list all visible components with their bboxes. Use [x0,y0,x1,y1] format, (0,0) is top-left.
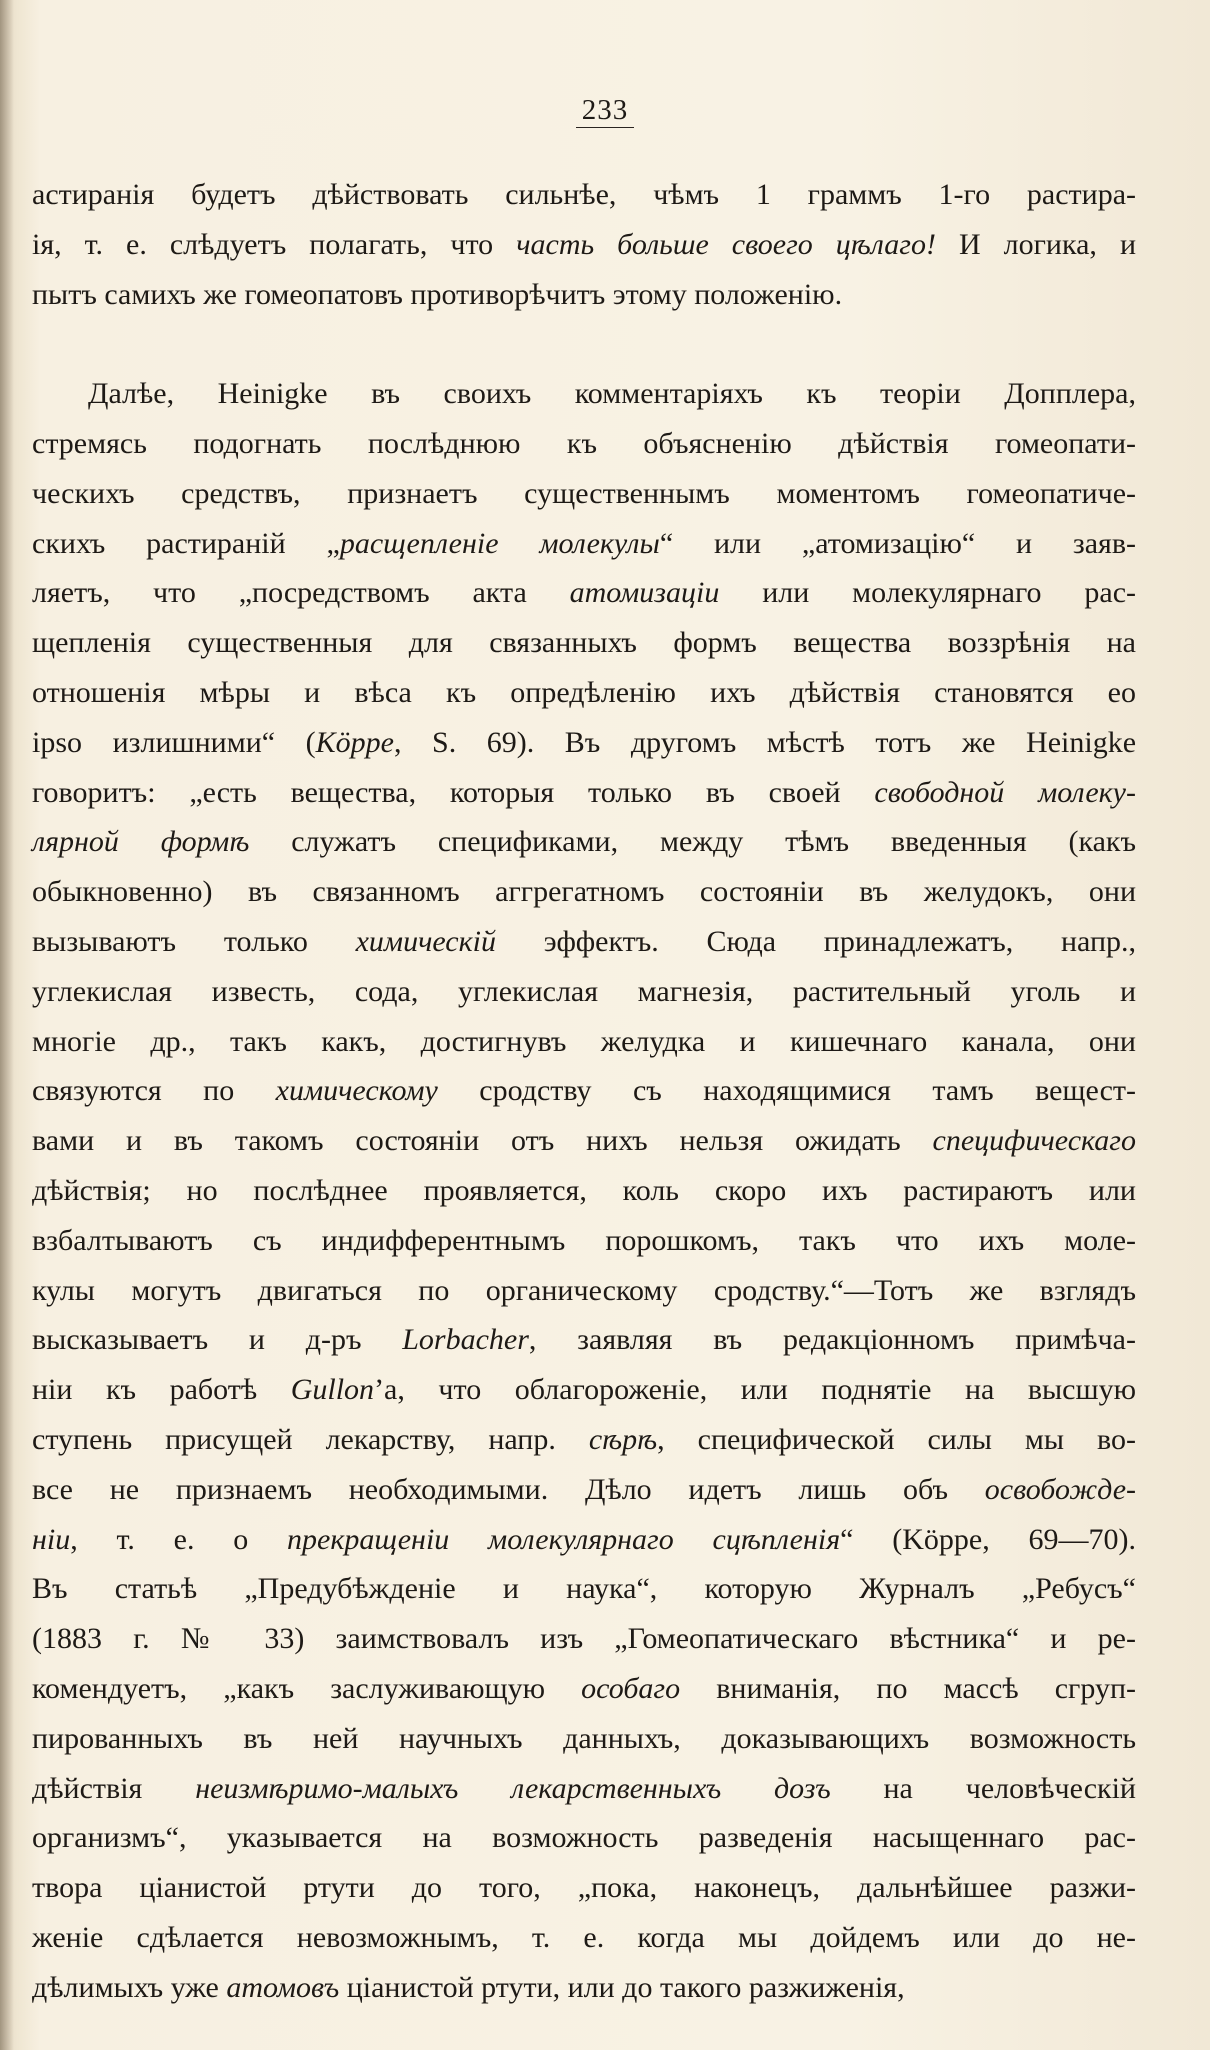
text-line [32,1913,1136,1963]
italic-run: специфическаго [932,1124,1136,1158]
text-run: Далѣе, Heinigke въ своихъ комментаріяхъ къ теоріи Допплера, [88,377,1136,411]
text-run: дѣйствія; но послѣднее проявляется, коль скоро ихъ растираютъ или [32,1173,1136,1207]
text-line [32,1365,1136,1415]
italic-run: освобожде- [984,1472,1136,1506]
text-run: сродству съ находящимися тамъ вещест- [437,1074,1136,1108]
text-line [32,270,1136,320]
italic-run: особаго [581,1671,681,1705]
text-run: , S. 69). Въ другомъ мѣстѣ тотъ же Heinigke [393,725,1137,759]
text-run: организмъ“, указывается на возможность разведенія насыщеннаго рас- [32,1821,1136,1855]
italic-run: Lorbacher [402,1323,529,1357]
page-number-text: 233 [576,94,635,128]
text-line [32,220,1136,270]
italic-run: лярной формѣ [32,825,250,859]
text-run: ’а, что облагороженіе, или поднятіе на высшую [374,1373,1136,1407]
italic-run: прекращеніи молекулярнаго сцѣпленія [287,1522,841,1556]
text-run: Въ статьѣ „Предубѣжденіе и наука“, которую Журналъ „Ребусъ“ [32,1572,1136,1606]
text-line [32,867,1136,917]
italic-run: часть больше своего цѣлаго! [516,227,936,261]
text-run: скихъ растираній „ [32,526,340,560]
italic-run: атомизаціи [569,576,720,610]
text-line [32,1664,1136,1714]
text-line [32,768,1136,818]
text-line [32,1266,1136,1316]
text-run: , т. е. о [70,1522,287,1556]
text-run: стремясь подогнать послѣднюю къ объясненію дѣйствія гомеопати- [32,426,1136,460]
text-run: “ или „атомизацію“ и заяв- [659,526,1137,560]
text-run: ціанистой ртути, или до такого разжиженія, [339,1970,905,2004]
text-run: дѣйствія [32,1771,196,1805]
text-run: ляетъ, что „посредствомъ акта [32,576,570,610]
text-line [32,469,1136,519]
text-line [32,170,1136,220]
text-line [32,718,1136,768]
text-run: все не признаемъ необходимыми. Дѣло идетъ лишь объ [32,1472,985,1506]
text-run: ступень присущей лекарству, напр. [32,1422,589,1456]
text-line [32,1515,1136,1565]
text-run: говоритъ: „есть вещества, которыя только въ своей [32,775,875,809]
text-run: или молекулярнаго рас- [719,576,1136,610]
text-line [32,917,1136,967]
italic-run: сѣрѣ [588,1422,658,1456]
text-line [32,1415,1136,1465]
text-run: ipso излишними“ ( [32,725,316,759]
text-line [32,668,1136,718]
text-run: астиранія будетъ дѣйствовать сильнѣе, чѣмъ 1 граммъ 1-го растира- [32,178,1136,211]
text-run: связуются по [32,1074,276,1108]
text-line [32,1315,1136,1365]
text-run: женіе сдѣлается невозможнымъ, т. е. когда мы дойдемъ или до не- [32,1920,1136,1954]
text-run: пированныхъ въ ней научныхъ данныхъ, доказывающихъ возможность [32,1721,1136,1755]
text-line [32,369,1136,419]
text-run: твора ціанистой ртути до того, „пока, наконецъ, дальнѣйшее разжи- [32,1871,1136,1905]
italic-run: Gullon [290,1373,375,1407]
text-line [32,419,1136,469]
text-line [32,519,1136,569]
text-run: служатъ спецификами, между тѣмъ введенныя (какъ [249,825,1136,859]
italic-run: расщепленіе молекулы [339,526,660,560]
text-line [32,1813,1136,1863]
text-run: щепленія существенныя для связанныхъ формъ вещества воззрѣнія на [32,626,1136,660]
text-run: И логика, и [935,227,1136,261]
binding-shadow [0,0,14,2050]
text-run: многіе др., такъ какъ, достигнувъ желудка и кишечнаго канала, они [32,1024,1136,1058]
text-line [32,1465,1136,1515]
text-run: , специфической силы мы во- [657,1422,1136,1456]
text-line [32,1166,1136,1216]
text-run: взбалтываютъ съ индифферентнымъ порошкомъ, такъ что ихъ моле- [32,1223,1136,1257]
text-run: кулы могутъ двигаться по органическому сродству.“—Тотъ же взглядъ [32,1273,1136,1307]
text-run: вами и въ такомъ состояніи отъ нихъ нельзя ожидать [32,1124,933,1158]
text-line [32,1564,1136,1614]
text-run: углекислая известь, сода, углекислая магнезія, растительный уголь и [32,974,1136,1008]
text-run: комендуетъ, „какъ заслуживающую [32,1671,582,1705]
text-run: обыкновенно) въ связанномъ аггрегатномъ состояніи въ желудокъ, они [32,875,1136,909]
paragraph [32,170,1136,319]
text-run: ческихъ средствъ, признаетъ существеннымъ моментомъ гомеопатиче- [32,476,1136,510]
text-run: эффектъ. Сюда принадлежатъ, напр., [496,924,1136,958]
text-line [32,618,1136,668]
text-run: дѣлимыхъ уже [32,1970,227,2004]
text-run: , заявляя въ редакціонномъ примѣча- [528,1323,1136,1357]
text-run: “ (Köppe, 69—70). [840,1522,1137,1556]
text-run: на человѣческій [830,1771,1136,1805]
text-run: вызываютъ только [32,924,356,958]
text-run: пытъ самихъ же гомеопатовъ противорѣчитъ этому положенію. [32,277,843,311]
paragraph-gap [32,319,1136,369]
text-line [32,1216,1136,1266]
text-line [32,1017,1136,1067]
italic-run: Köppe [315,725,394,759]
text-line [32,1066,1136,1116]
italic-run: неизмѣримо-малыхъ лекарственныхъ дозъ [195,1771,831,1805]
italic-run: химическому [275,1074,438,1108]
text-run: (1883 г. № 33) заимствовалъ изъ „Гомеопатическаго вѣстника“ и ре- [32,1622,1136,1656]
text-run: высказываетъ и д-ръ [32,1323,403,1357]
text-run: вниманія, по массѣ сгруп- [680,1671,1136,1705]
text-line [32,817,1136,867]
text-run: ія, т. е. слѣдуетъ полагать, что [32,227,517,261]
italic-run: свободной молеку- [874,775,1136,809]
text-line [32,967,1136,1017]
italic-run: химическій [355,924,496,958]
text-line [32,1116,1136,1166]
text-line [32,568,1136,618]
text-line [32,1863,1136,1913]
text-line [32,1714,1136,1764]
text-run: отношенія мѣры и вѣса къ опредѣленію ихъ дѣйствія становятся ео [32,675,1136,709]
text-line [32,1764,1136,1814]
body-text [32,170,1136,2012]
paragraph [32,369,1136,2012]
text-line [32,1963,1136,2013]
italic-run: атомовъ [226,1970,340,2004]
page-number [0,94,1210,127]
text-line [32,1614,1136,1664]
italic-run: ніи [32,1522,71,1556]
text-run: ніи къ работѣ [32,1373,291,1407]
